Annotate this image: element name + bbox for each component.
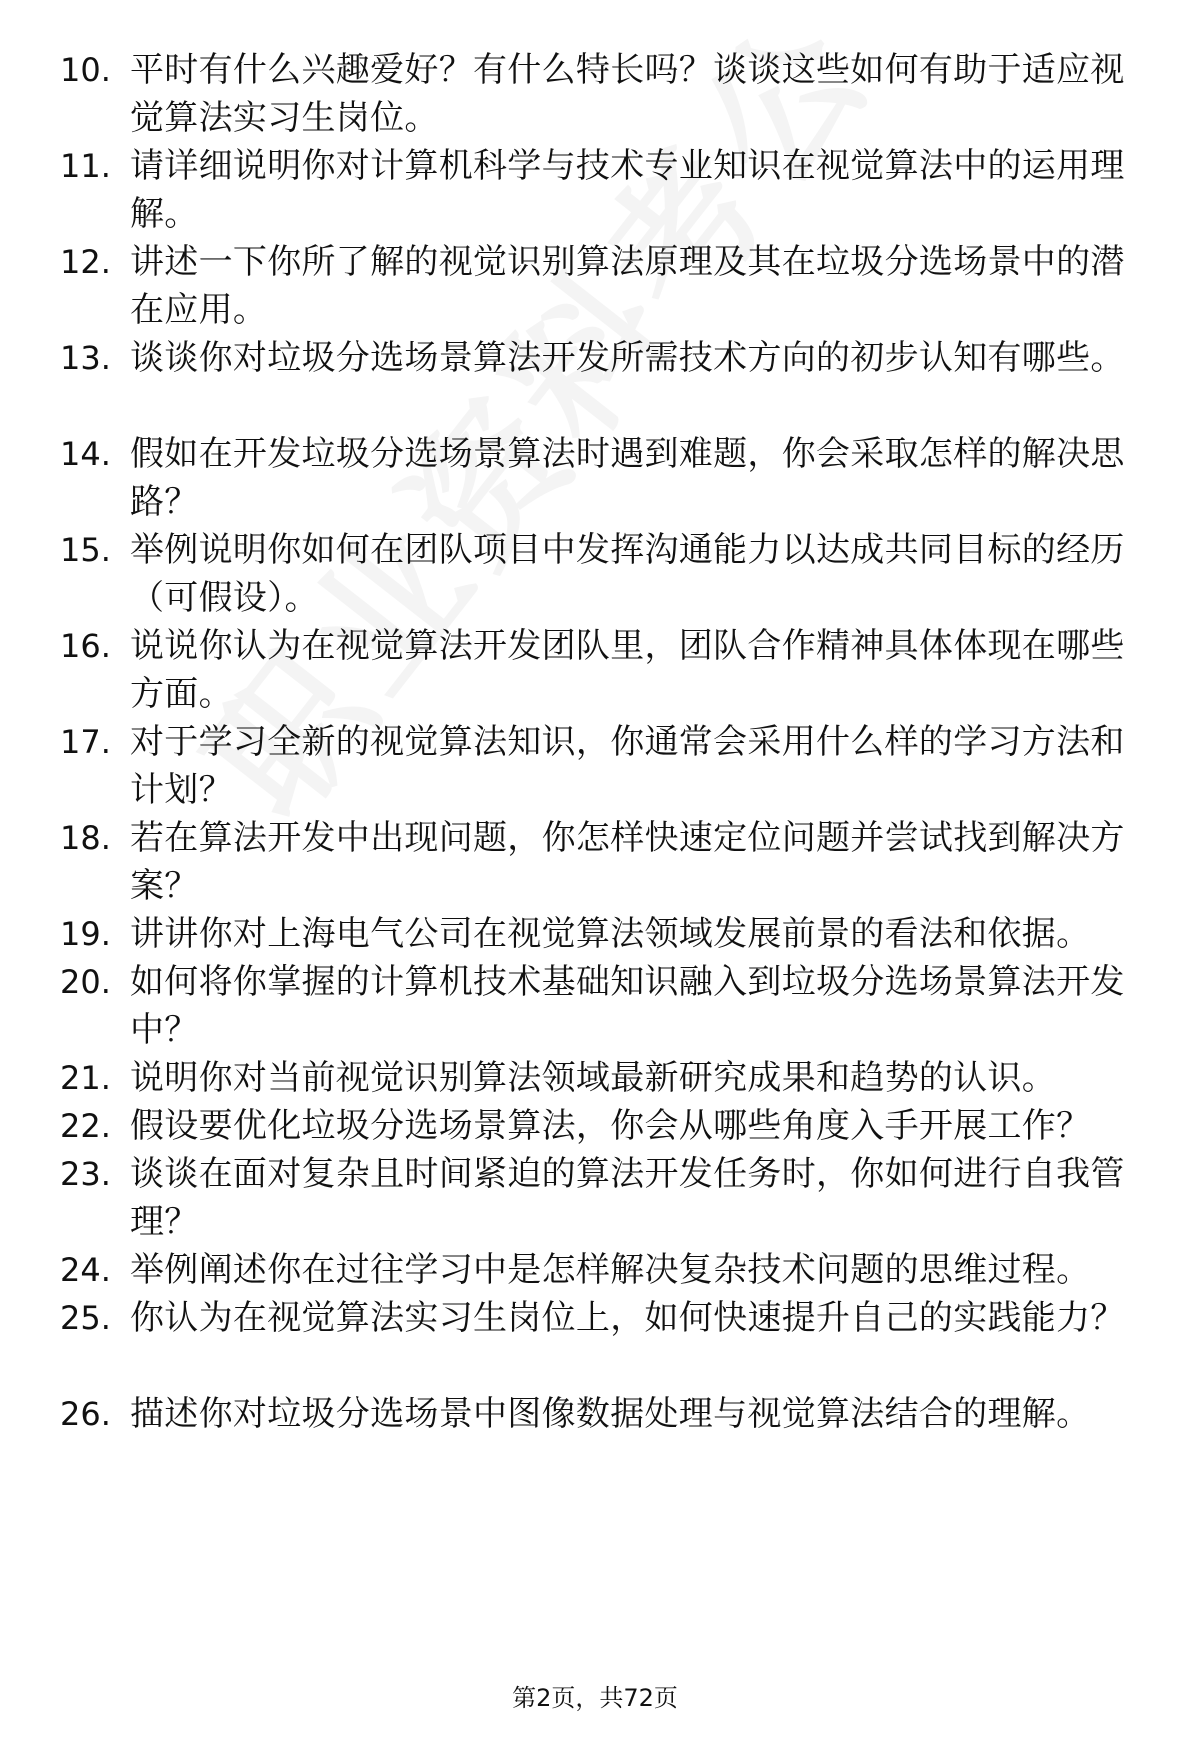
question-number: 21. bbox=[60, 1059, 111, 1097]
question-text: 对于学习全新的视觉算法知识，你通常会采用什么样的学习方法和计划？ bbox=[130, 722, 1125, 810]
question-number: 24. bbox=[60, 1251, 111, 1289]
question-text: 谈谈你对垃圾分选场景算法开发所需技术方向的初步认知有哪些。 bbox=[130, 338, 1125, 378]
question-text: 举例说明你如何在团队项目中发挥沟通能力以达成共同目标的经历（可假设）。 bbox=[130, 530, 1125, 618]
question-number: 10. bbox=[60, 51, 111, 89]
question-text: 你认为在视觉算法实习生岗位上，如何快速提升自己的实践能力？ bbox=[130, 1298, 1125, 1338]
question-number: 23. bbox=[60, 1155, 111, 1193]
question-number: 18. bbox=[60, 819, 111, 857]
question-number: 13. bbox=[60, 339, 111, 377]
question-number: 25. bbox=[60, 1299, 111, 1337]
question-text: 说说你认为在视觉算法开发团队里，团队合作精神具体体现在哪些方面。 bbox=[130, 626, 1125, 714]
question-number: 17. bbox=[60, 723, 111, 761]
question-text: 讲述一下你所了解的视觉识别算法原理及其在垃圾分选场景中的潜在应用。 bbox=[130, 242, 1125, 330]
question-text: 假如在开发垃圾分选场景算法时遇到难题，你会采取怎样的解决思路？ bbox=[130, 434, 1125, 522]
question-text: 平时有什么兴趣爱好？有什么特长吗？谈谈这些如何有助于适应视觉算法实习生岗位。 bbox=[130, 50, 1125, 138]
page-number: 第2页，共72页 bbox=[512, 1684, 678, 1712]
question-text: 说明你对当前视觉识别算法领域最新研究成果和趋势的认识。 bbox=[130, 1058, 1057, 1098]
question-number: 19. bbox=[60, 915, 111, 953]
question-number: 16. bbox=[60, 627, 111, 665]
question-number: 14. bbox=[60, 435, 111, 473]
question-text: 假设要优化垃圾分选场景算法，你会从哪些角度入手开展工作？ bbox=[130, 1106, 1091, 1146]
question-number: 12. bbox=[60, 243, 111, 281]
question-number: 26. bbox=[60, 1395, 111, 1433]
question-text: 描述你对垃圾分选场景中图像数据处理与视觉算法结合的理解。 bbox=[130, 1394, 1091, 1434]
question-text: 举例阐述你在过往学习中是怎样解决复杂技术问题的思维过程。 bbox=[130, 1250, 1091, 1290]
question-text: 谈谈在面对复杂且时间紧迫的算法开发任务时，你如何进行自我管理？ bbox=[130, 1154, 1125, 1242]
question-number: 11. bbox=[60, 147, 111, 185]
question-number: 20. bbox=[60, 963, 111, 1001]
question-number: 22. bbox=[60, 1107, 111, 1145]
question-number: 15. bbox=[60, 531, 111, 569]
question-text: 请详细说明你对计算机科学与技术专业知识在视觉算法中的运用理解。 bbox=[130, 146, 1125, 234]
question-text: 如何将你掌握的计算机技术基础知识融入到垃圾分选场景算法开发中？ bbox=[130, 962, 1125, 1050]
question-text: 讲讲你对上海电气公司在视觉算法领域发展前景的看法和依据。 bbox=[130, 914, 1091, 954]
question-text: 若在算法开发中出现问题，你怎样快速定位问题并尝试找到解决方案？ bbox=[130, 818, 1125, 906]
